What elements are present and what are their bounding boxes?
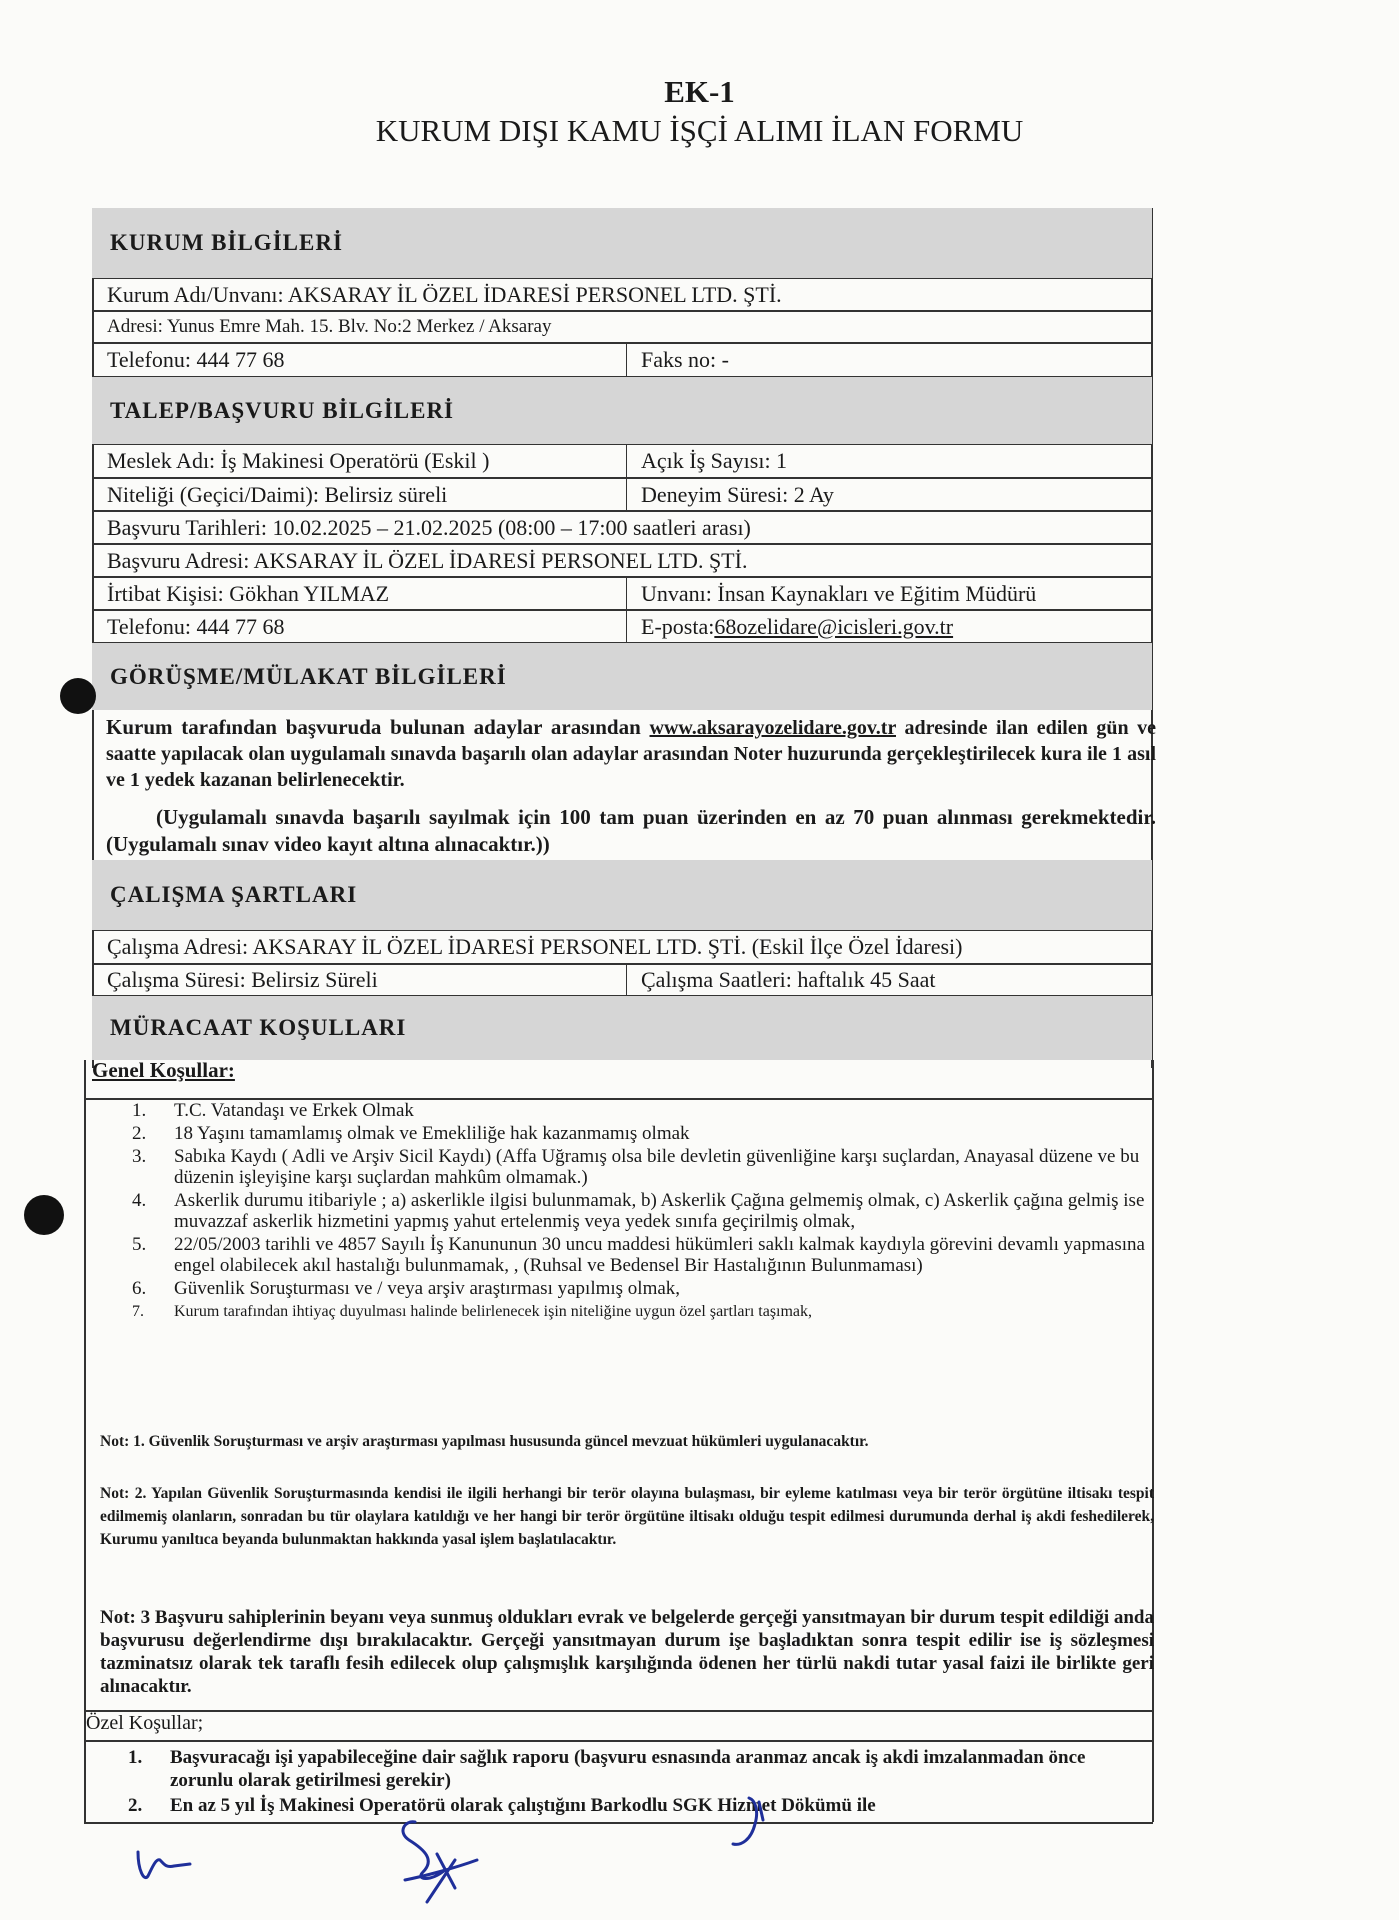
frame-bottom bbox=[84, 1822, 1153, 1824]
special-condition-item: 1. Başvuracağı işi yapabileceğine dair sağlık raporu (başvuru esnasında aranmaz ancak iş akdi imzalanmadan önce zorunlu olarak getirilmesi gerekir) bbox=[128, 1747, 1086, 1791]
general-conditions-list bbox=[132, 1100, 1152, 1324]
general-condition-item: 7. Kurum tarafından ihtiyaç duyulması halinde belirlenecek işin niteliğine uygun özel şartları taşımak, bbox=[132, 1303, 813, 1320]
gorusme-text-b: adresinde ilan edilen gün ve saatte yapılacak olan uygulamalı sınavda başarılı olan adaylar arasından Noter huzurunda gerçekleştirilecek kura ile 1 asıl ve 1 yedek kazanan belirlenecektir. bbox=[106, 717, 1156, 791]
section-calisma-heading: ÇALIŞMA ŞARTLARI bbox=[92, 860, 1152, 930]
kurum-name-row bbox=[92, 278, 1152, 311]
section-muracaat-heading: MÜRACAAT KOŞULLARI bbox=[92, 996, 1152, 1060]
punch-hole-top bbox=[60, 678, 96, 714]
signature-3 bbox=[725, 1790, 785, 1870]
talep-phone-row bbox=[92, 610, 1152, 643]
form-title: KURUM DIŞI KAMU İŞÇİ ALIMI İLAN FORMU bbox=[375, 113, 1024, 148]
section-gorusme-heading: GÖRÜŞME/MÜLAKAT BİLGİLERİ bbox=[92, 643, 1152, 710]
note-1: Not: 1. Güvenlik Soruşturması ve arşiv araştırması yapılması hususunda güncel mevzuat hükümleri uygulanacaktır. bbox=[100, 1433, 869, 1450]
special-conditions-list bbox=[128, 1746, 1148, 1819]
talep-phone: Telefonu: 444 77 68 bbox=[93, 611, 627, 642]
talep-occupation: Meslek Adı: İş Makinesi Operatörü (Eskil ) bbox=[93, 445, 627, 477]
gorusme-paragraph bbox=[106, 714, 1156, 793]
calisma-address: Çalışma Adresi: AKSARAY İL ÖZEL İDARESİ PERSONEL LTD. ŞTİ. (Eskil İlçe Özel İdaresi) bbox=[107, 934, 963, 959]
gorusme-note bbox=[106, 804, 1156, 858]
general-condition-item: 2. 18 Yaşını tamamlamış olmak ve Emekliliğe hak kazanmamış olmak bbox=[132, 1123, 690, 1144]
talep-contact-row bbox=[92, 577, 1152, 610]
talep-experience: Deneyim Süresi: 2 Ay bbox=[641, 481, 834, 507]
general-condition-item: 5. 22/05/2003 tarihli ve 4857 Sayılı İş Kanununun 30 uncu maddesi hükümleri saklı kalmak kaydıyla görevini devamlı yapmasına engel olabilecek akıl hastalığı bulunmamak, , (Ruhsal ve Bedensel Bir Hastalığının Bulunmaması) bbox=[132, 1234, 1145, 1276]
talep-email-label: E-posta: bbox=[641, 613, 715, 639]
talep-apply-address-row bbox=[92, 544, 1152, 577]
talep-contact-title: Unvanı: İnsan Kaynakları ve Eğitim Müdürü bbox=[641, 580, 1037, 606]
special-title-rule bbox=[84, 1740, 1153, 1742]
general-condition-item: 1. T.C. Vatandaşı ve Erkek Olmak bbox=[132, 1100, 414, 1121]
annex-label: EK-1 bbox=[664, 74, 735, 109]
talep-contact: İrtibat Kişisi: Gökhan YILMAZ bbox=[93, 578, 627, 609]
section-kurum-heading: KURUM BİLGİLERİ bbox=[92, 208, 1152, 278]
talep-email-cell bbox=[627, 611, 1151, 642]
kurum-address-row bbox=[92, 311, 1152, 343]
frame-left-lower bbox=[84, 1060, 86, 1822]
kurum-phone: Telefonu: 444 77 68 bbox=[93, 344, 627, 376]
calisma-duration: Çalışma Süresi: Belirsiz Süreli bbox=[93, 965, 627, 995]
note-2: Not: 2. Yapılan Güvenlik Soruşturmasında kendisi ile ilgili herhangi bir terör olayına bulaşması, bir eyleme katılması veya bir terör örgütüne iltisakı tespit edilmemiş olanların, sonradan bu tür olaylara katıldığı ve her hangi bir terör örgütüne iltisakı olduğu tespit edilmesi durumunda derhal iş akdi feshedilerek, Kurumu yanıltıca beyanda bulunmaktan hakkında yasal işlem başlatılacaktır. bbox=[100, 1485, 1154, 1548]
calisma-hours: Çalışma Saatleri: haftalık 45 Saat bbox=[641, 967, 936, 992]
general-condition-item: 4. Askerlik durumu itibariyle ; a) askerlikle ilgisi bulunmamak, b) Askerlik Çağına gelmemiş olmak, c) Askerlik çağına gelmiş ise muvazzaf askerlik hizmetini yapmış yahut ertelenmiş veya yedek sınıfa geçirilmiş olmak, bbox=[132, 1190, 1145, 1232]
special-condition-item: 2. En az 5 yıl İş Makinesi Operatörü olarak çalıştığını Barkodlu SGK Hizmet Dökümü ile bbox=[128, 1795, 876, 1816]
talep-email-link[interactable]: 68ozelidare@icisleri.gov.tr bbox=[714, 613, 954, 639]
kurum-address: Adresi: Yunus Emre Mah. 15. Blv. No:2 Merkez / Aksaray bbox=[107, 316, 552, 337]
kurum-phone-row bbox=[92, 343, 1152, 377]
kurum-fax: Faks no: - bbox=[641, 347, 729, 372]
general-condition-item: 6. Güvenlik Soruşturması ve / veya arşiv araştırması yapılmış olmak, bbox=[132, 1278, 681, 1299]
talep-vacancies: Açık İş Sayısı: 1 bbox=[641, 448, 788, 473]
talep-dates: Başvuru Tarihleri: 10.02.2025 – 21.02.2025 (08:00 – 17:00 saatleri arası) bbox=[107, 514, 751, 540]
talep-occupation-row bbox=[92, 444, 1152, 478]
special-conditions-title: Özel Koşullar; bbox=[86, 1712, 204, 1734]
gorusme-website-link[interactable]: www.aksarayozelidare.gov.tr bbox=[649, 717, 896, 739]
talep-dates-row bbox=[92, 511, 1152, 544]
gorusme-note-text: (Uygulamalı sınavda başarılı sayılmak için 100 tam puan üzerinden en az 70 puan alınması gerekmektedir. (Uygulamalı sınav video kayıt altına alınacaktır.)) bbox=[106, 805, 1156, 856]
note-3: Not: 3 Başvuru sahiplerinin beyanı veya sunmuş oldukları evrak ve belgelerde gerçeği yansıtmayan bir durum tespit edildiği anda başvurusu değerlendirme dışı bırakılacaktır. Gerçeği yansıtmayan durum işe başladıktan sonra tespit edilir ise iş sözleşmesi tazminatsız olarak tek taraflı fesih edilecek olup çalışmışlık karşılığında ödenen her türlü nakdi tutar yasal faizi ile birlikte geri alınacaktır. bbox=[100, 1607, 1154, 1697]
signature-1 bbox=[130, 1840, 210, 1890]
general-conditions-title: Genel Koşullar: bbox=[92, 1058, 235, 1082]
special-title-rule-top bbox=[84, 1710, 1153, 1712]
section-talep-heading: TALEP/BAŞVURU BİLGİLERİ bbox=[92, 377, 1152, 444]
signature-2 bbox=[385, 1810, 495, 1910]
talep-nature-row bbox=[92, 478, 1152, 511]
gorusme-text-a: Kurum tarafından başvuruda bulunan adaylar arasından bbox=[106, 715, 650, 739]
general-condition-item: 3. Sabıka Kaydı ( Adli ve Arşiv Sicil Kaydı) (Affa Uğramış olsa bile devletin güvenliğine karşı suçlardan, Anayasal düzene ve bu düzenin işleyişine karşı suçlardan mahkûm olmamak.) bbox=[132, 1146, 1140, 1188]
calisma-address-row bbox=[92, 930, 1152, 964]
kurum-name: Kurum Adı/Unvanı: AKSARAY İL ÖZEL İDARESİ PERSONEL LTD. ŞTİ. bbox=[107, 281, 782, 307]
punch-hole-bottom bbox=[24, 1195, 64, 1235]
talep-nature: Niteliği (Geçici/Daimi): Belirsiz süreli bbox=[93, 479, 627, 510]
calisma-duration-row bbox=[92, 964, 1152, 996]
talep-apply-address: Başvuru Adresi: AKSARAY İL ÖZEL İDARESİ PERSONEL LTD. ŞTİ. bbox=[107, 547, 748, 573]
